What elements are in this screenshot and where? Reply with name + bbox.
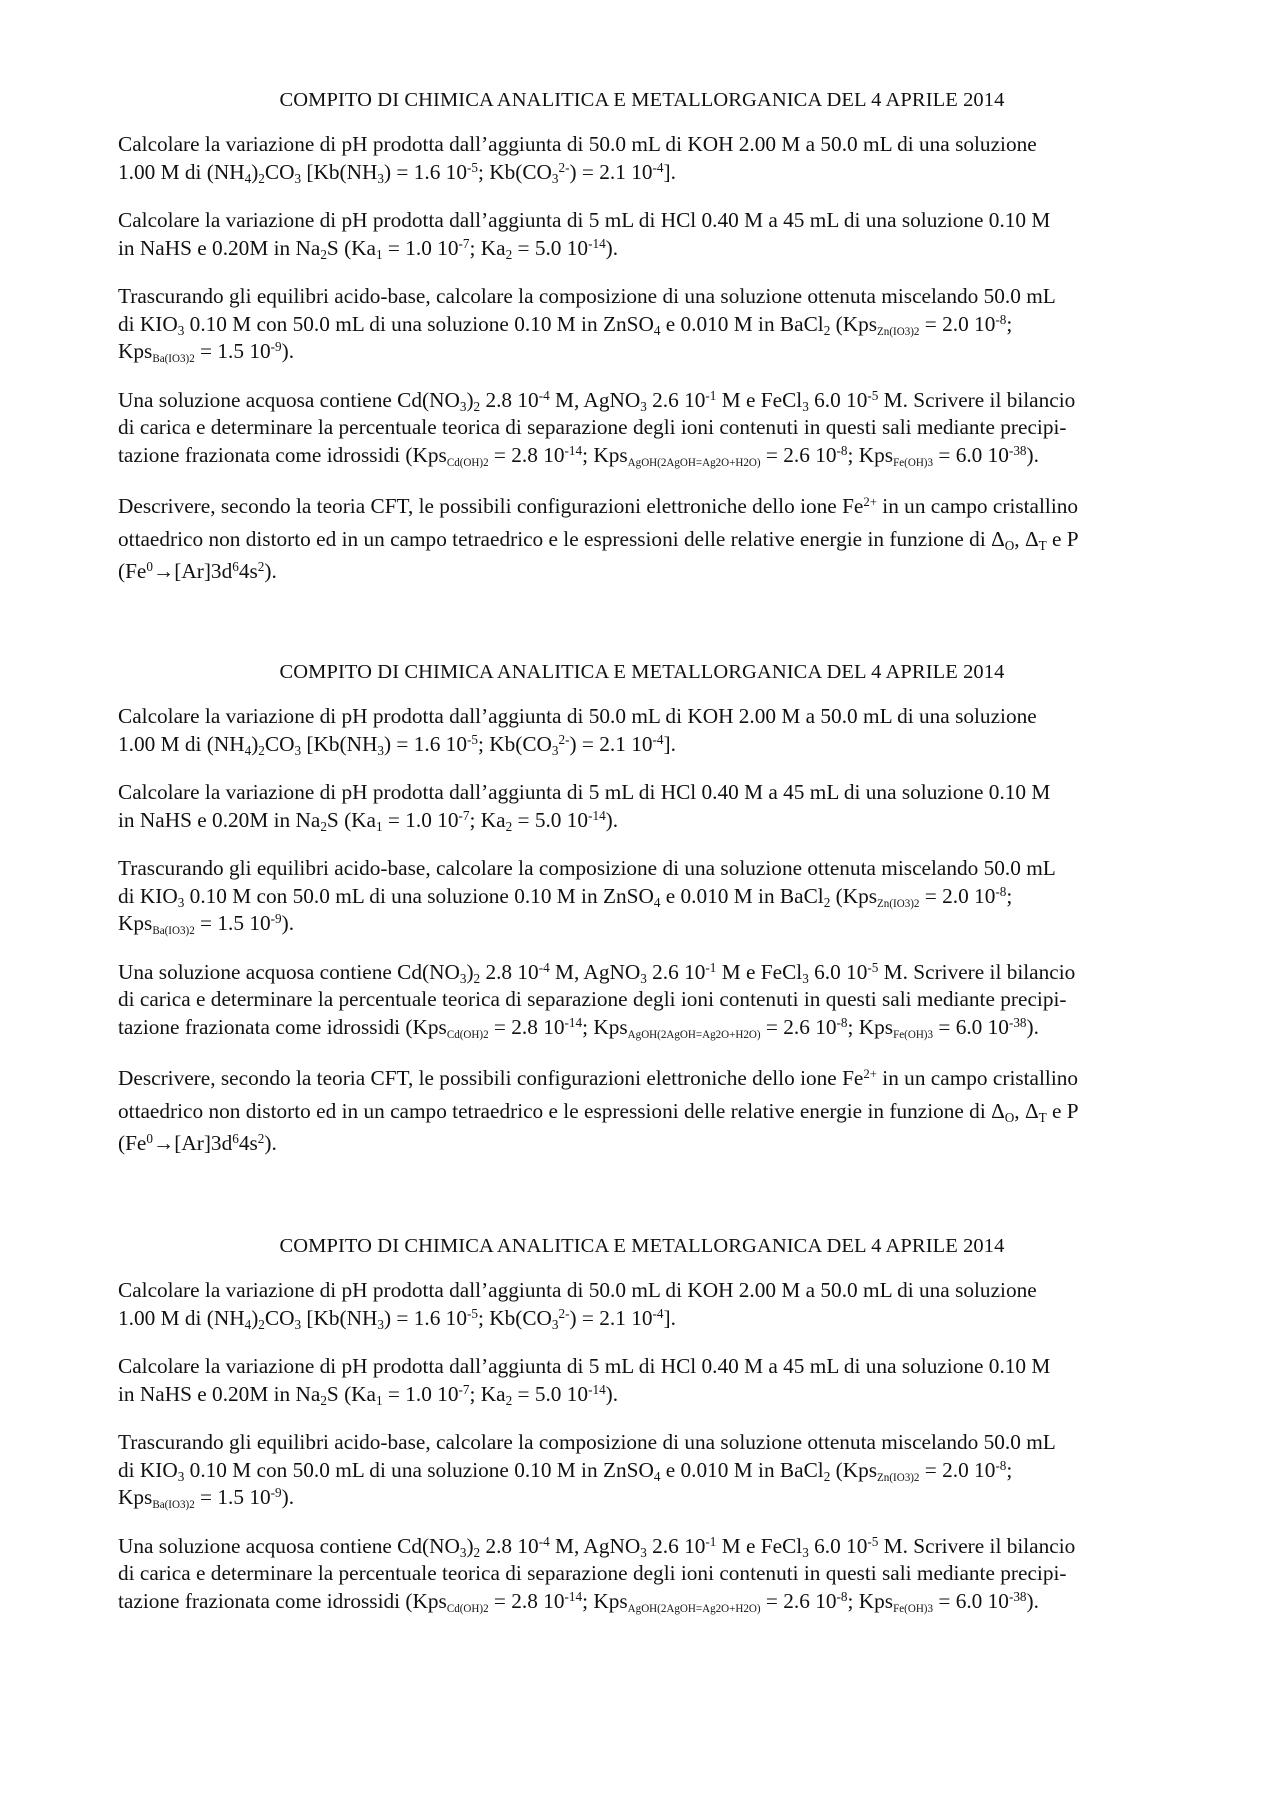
exercise-3: Trascurando gli equilibri acido-base, calcolare la composizione di una soluzione ottenuta miscelando 50.0 mL di $KIO_3$ 0.10 M con 50.0 mL di una soluzione 0.10 M in ZnSO$_4$ e 0.010 M in BaCl$_2$ (KpsZn(IO3)2 = 2.0 $10^{-8}$; KpsBa(IO3)2 = 1.5 $10^{-9}$). [118,856,1056,937]
exercise-4: Una soluzione acquosa contiene $Cd(NO_3)_2$ 2.8 $10^{-4}$ M, AgNO$_3$ 2.6 $10^{-1}$ M e FeCl$_3$ 6.0 $10^{-5}$ M. Scrivere il bilancio di carica e determinare la percentuale teorica di separazione degli ioni contenuti in questi sali mediante precipi- tazione frazionata come idrossidi (KpsCd(OH)2 = 2.8 $10^{-14}$; KpsAgOH(2AgOH=Ag2O+H2O) = 2.6 $10^{-8}$; KpsFe(OH)3 = 6.0 $10^{-38}$). [118,959,1076,1041]
exercise-1: Calcolare la variazione di pH prodotta dall’aggiunta di 50.0 mL di KOH 2.00 M a 50.0 mL di una soluzione 1.00 M di $(NH_4)_2CO_3$ [$Kb(NH_3) = 1.6$ $10^{-5}$; $Kb(CO_3^{2-}) = 2.1$ $10^{-4}$]. [118,704,1037,758]
exam-title: COMPITO DI CHIMICA ANALITICA E METALLORGANICA DEL 4 APRILE 2014 [279,89,1005,111]
exam-title: COMPITO DI CHIMICA ANALITICA E METALLORGANICA DEL 4 APRILE 2014 [279,1235,1005,1257]
exam-title: COMPITO DI CHIMICA ANALITICA E METALLORGANICA DEL 4 APRILE 2014 [279,661,1005,683]
exam-copy-2 [118,658,1198,1181]
exercise-2: Calcolare la variazione di pH prodotta dall’aggiunta di 5 mL di HCl 0.40 M a 45 mL di una soluzione 0.10 M in NaHS e 0.20M in $Na_2S$ ($Ka_1 = 1.0$ $10^{-7}$; $Ka_2 = 5.0$ $10^{-14}$). [118,780,1051,834]
exercise-3: Trascurando gli equilibri acido-base, calcolare la composizione di una soluzione ottenuta miscelando 50.0 mL di $KIO_3$ 0.10 M con 50.0 mL di una soluzione 0.10 M in ZnSO$_4$ e 0.010 M in BaCl$_2$ (KpsZn(IO3)2 = 2.0 $10^{-8}$; KpsBa(IO3)2 = 1.5 $10^{-9}$). [118,1430,1056,1511]
exercise-5: Descrivere, secondo la teoria CFT, le possibili configurazioni elettroniche dello ione $Fe^{2+}$ in un campo cristallino ottaedrico non distorto ed in un campo tetraedrico e le espressioni delle relative energie in funzione di $\Delta_O$, $\Delta_T$ e P $(Fe^0\to[Ar]3d^64s^2)$. [118,494,1079,583]
exercise-3: Trascurando gli equilibri acido-base, calcolare la composizione di una soluzione ottenuta miscelando 50.0 mL di $KIO_3$ 0.10 M con 50.0 mL di una soluzione 0.10 M in ZnSO$_4$ e 0.010 M in BaCl$_2$ (KpsZn(IO3)2 = 2.0 $10^{-8}$; KpsBa(IO3)2 = 1.5 $10^{-9}$). [118,284,1056,365]
exercise-2: Calcolare la variazione di pH prodotta dall’aggiunta di 5 mL di HCl 0.40 M a 45 mL di una soluzione 0.10 M in NaHS e 0.20M in $Na_2S$ ($Ka_1 = 1.0$ $10^{-7}$; $Ka_2 = 5.0$ $10^{-14}$). [118,208,1051,262]
exercise-1: Calcolare la variazione di pH prodotta dall’aggiunta di 50.0 mL di KOH 2.00 M a 50.0 mL di una soluzione 1.00 M di $(NH_4)_2CO_3$ [$Kb(NH_3) = 1.6$ $10^{-5}$; $Kb(CO_3^{2-}) = 2.1$ $10^{-4}$]. [118,132,1037,186]
exercise-5: Descrivere, secondo la teoria CFT, le possibili configurazioni elettroniche dello ione $Fe^{2+}$ in un campo cristallino ottaedrico non distorto ed in un campo tetraedrico e le espressioni delle relative energie in funzione di $\Delta_O$, $\Delta_T$ e P $(Fe^0\to[Ar]3d^64s^2)$. [118,1066,1079,1155]
exam-copy-1 [118,86,1198,609]
exercise-1: Calcolare la variazione di pH prodotta dall’aggiunta di 50.0 mL di KOH 2.00 M a 50.0 mL di una soluzione 1.00 M di $(NH_4)_2CO_3$ [$Kb(NH_3) = 1.6$ $10^{-5}$; $Kb(CO_3^{2-}) = 2.1$ $10^{-4}$]. [118,1278,1037,1332]
exercise-4: Una soluzione acquosa contiene $Cd(NO_3)_2$ 2.8 $10^{-4}$ M, AgNO$_3$ 2.6 $10^{-1}$ M e FeCl$_3$ 6.0 $10^{-5}$ M. Scrivere il bilancio di carica e determinare la percentuale teorica di separazione degli ioni contenuti in questi sali mediante precipi- tazione frazionata come idrossidi (KpsCd(OH)2 = 2.8 $10^{-14}$; KpsAgOH(2AgOH=Ag2O+H2O) = 2.6 $10^{-8}$; KpsFe(OH)3 = 6.0 $10^{-38}$). [118,1533,1076,1615]
exercise-4: Una soluzione acquosa contiene $Cd(NO_3)_2$ 2.8 $10^{-4}$ M, AgNO$_3$ 2.6 $10^{-1}$ M e FeCl$_3$ 6.0 $10^{-5}$ M. Scrivere il bilancio di carica e determinare la percentuale teorica di separazione degli ioni contenuti in questi sali mediante precipi- tazione frazionata come idrossidi (KpsCd(OH)2 = 2.8 $10^{-14}$; KpsAgOH(2AgOH=Ag2O+H2O) = 2.6 $10^{-8}$; KpsFe(OH)3 = 6.0 $10^{-38}$). [118,387,1076,469]
exercise-2: Calcolare la variazione di pH prodotta dall’aggiunta di 5 mL di HCl 0.40 M a 45 mL di una soluzione 0.10 M in NaHS e 0.20M in $Na_2S$ ($Ka_1 = 1.0$ $10^{-7}$; $Ka_2 = 5.0$ $10^{-14}$). [118,1354,1051,1408]
exam-copy-3 [118,1232,1198,1636]
